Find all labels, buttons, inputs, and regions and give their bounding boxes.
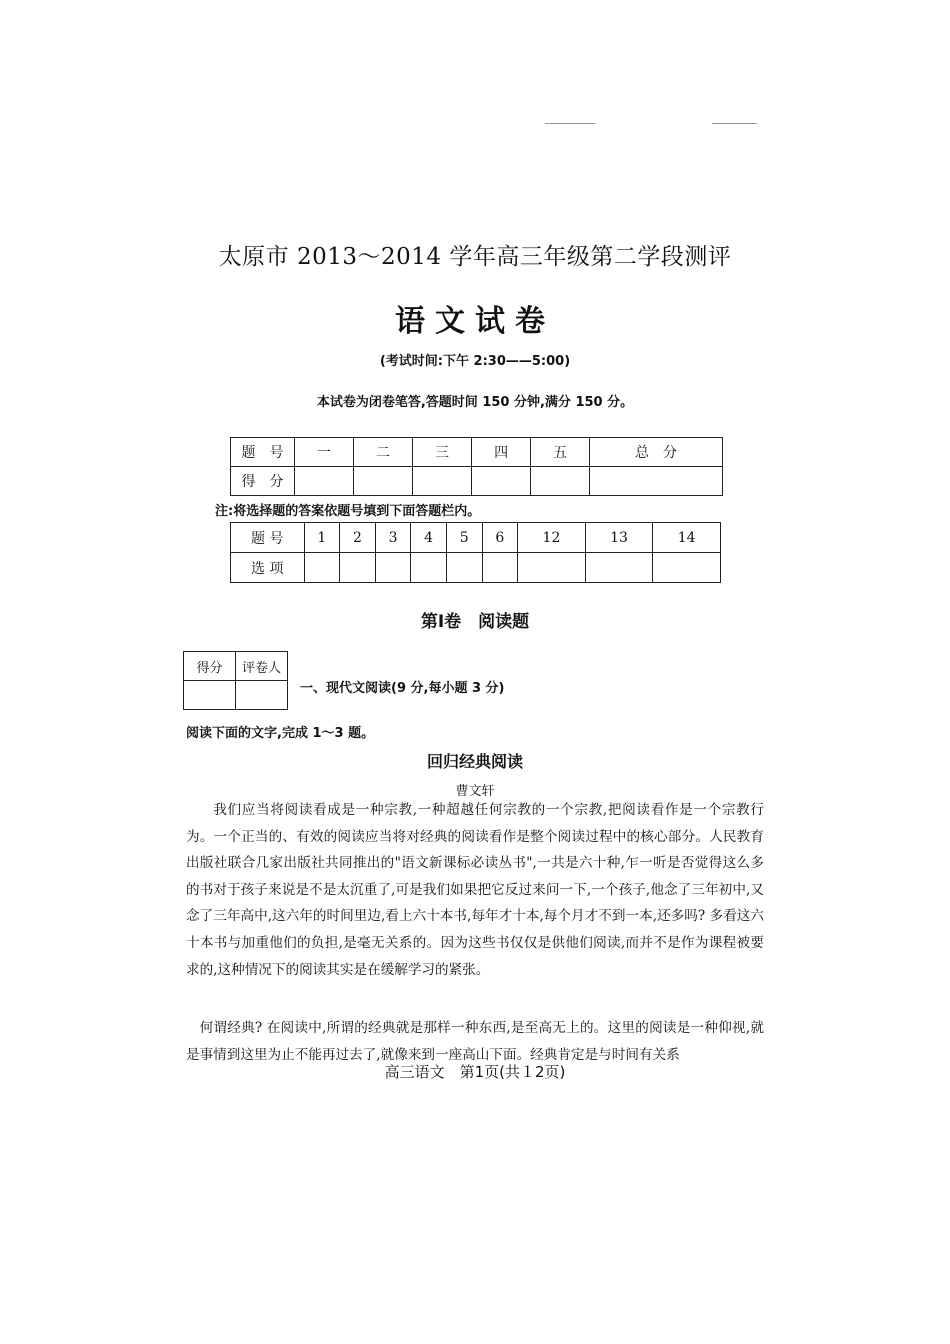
exam-note: 本试卷为闭卷笔答,答题时间 150 分钟,满分 150 分。 xyxy=(316,395,634,410)
answer-input-cell[interactable] xyxy=(411,553,447,583)
scan-mark xyxy=(712,123,757,124)
answer-input-cell[interactable] xyxy=(446,553,482,583)
article-author: 曹文轩 xyxy=(455,784,495,799)
table-row xyxy=(231,467,723,496)
answer-input-cell[interactable] xyxy=(340,553,376,583)
table-cell: 14 xyxy=(653,523,721,553)
table-cell: 1 xyxy=(304,523,340,553)
table-cell: 得分 xyxy=(184,652,236,681)
score-input-cell[interactable] xyxy=(590,467,723,496)
table-cell: 四 xyxy=(472,438,531,467)
answer-input-cell[interactable] xyxy=(585,553,653,583)
table-cell: 评卷人 xyxy=(236,652,288,681)
score-input-cell[interactable] xyxy=(294,467,353,496)
table-cell: 五 xyxy=(531,438,590,467)
answer-input-cell[interactable] xyxy=(518,553,586,583)
score-input-cell[interactable] xyxy=(353,467,412,496)
article-title: 回归经典阅读 xyxy=(426,752,523,771)
table-row xyxy=(184,652,288,681)
table-cell: 得 分 xyxy=(231,467,295,496)
table-cell: 一 xyxy=(294,438,353,467)
answer-table xyxy=(230,522,721,583)
grader-table xyxy=(183,651,288,710)
grader-input-cell[interactable] xyxy=(184,681,236,710)
table-cell: 三 xyxy=(413,438,472,467)
table-row xyxy=(231,553,721,583)
table-cell: 5 xyxy=(446,523,482,553)
table-row xyxy=(231,438,723,467)
table-cell: 12 xyxy=(518,523,586,553)
part-title: 一、现代文阅读(9 分,每小题 3 分) xyxy=(300,681,505,696)
section-title: 第Ⅰ卷 阅读题 xyxy=(420,612,530,632)
score-table xyxy=(230,437,723,496)
table-row xyxy=(184,681,288,710)
answer-input-cell[interactable] xyxy=(375,553,411,583)
score-input-cell[interactable] xyxy=(472,467,531,496)
score-input-cell[interactable] xyxy=(413,467,472,496)
instruction: 阅读下面的文字,完成 1～3 题。 xyxy=(186,726,375,741)
score-input-cell[interactable] xyxy=(531,467,590,496)
table-cell: 题 号 xyxy=(231,523,305,553)
answer-input-cell[interactable] xyxy=(482,553,518,583)
scan-mark xyxy=(545,123,595,124)
table-cell: 题 号 xyxy=(231,438,295,467)
article-paragraph: 何谓经典? 在阅读中,所谓的经典就是那样一种东西,是至高无上的。这里的阅读是一种仰视,就是事情到这里为止不能再过去了,就像来到一座高山下面。经典肯定是与时间有关系 xyxy=(186,1020,764,1063)
page-footer: 高三语文 第1页(共１2页) xyxy=(384,1063,566,1081)
exam-title: 太原市 2013～2014 学年高三年级第二学段测评 xyxy=(218,244,732,270)
table-cell: 4 xyxy=(411,523,447,553)
grader-input-cell[interactable] xyxy=(236,681,288,710)
table-cell: 6 xyxy=(482,523,518,553)
answer-note: 注:将选择题的答案依题号填到下面答题栏内。 xyxy=(215,504,481,519)
table-cell: 2 xyxy=(340,523,376,553)
subject-title: 语文试卷 xyxy=(395,304,555,339)
answer-input-cell[interactable] xyxy=(653,553,721,583)
answer-input-cell[interactable] xyxy=(304,553,340,583)
table-row xyxy=(231,523,721,553)
table-cell: 二 xyxy=(353,438,412,467)
table-cell: 3 xyxy=(375,523,411,553)
article-paragraph: 我们应当将阅读看成是一种宗教,一种超越任何宗教的一个宗教,把阅读看作是一个宗教行为。一个正当的、有效的阅读应当将对经典的阅读看作是整个阅读过程中的核心部分。人民教育出版社联合几家出版社共同推出的"语文新课标必读丛书",一共是六十种,乍一听是否觉得这么多的书对于孩子来说是不是太沉重了,可是我们如果把它反过来问一下,一个孩子,他念了三年初中,又念了三年高中,这六年的时间里边,看上六十本书,每年才十本,每个月才不到一本,还多吗? 多看这六十本书与加重他们的负担,是毫无关系的。因为这些书仅仅是供他们阅读,而并不是作为课程被要求的,这种情况下的阅读其实是在缓解学习的紧张。 xyxy=(186,802,764,978)
table-cell: 选 项 xyxy=(231,553,305,583)
table-cell: 13 xyxy=(585,523,653,553)
table-cell: 总 分 xyxy=(590,438,723,467)
exam-time: (考试时间:下午 2:30——5:00) xyxy=(379,354,571,369)
